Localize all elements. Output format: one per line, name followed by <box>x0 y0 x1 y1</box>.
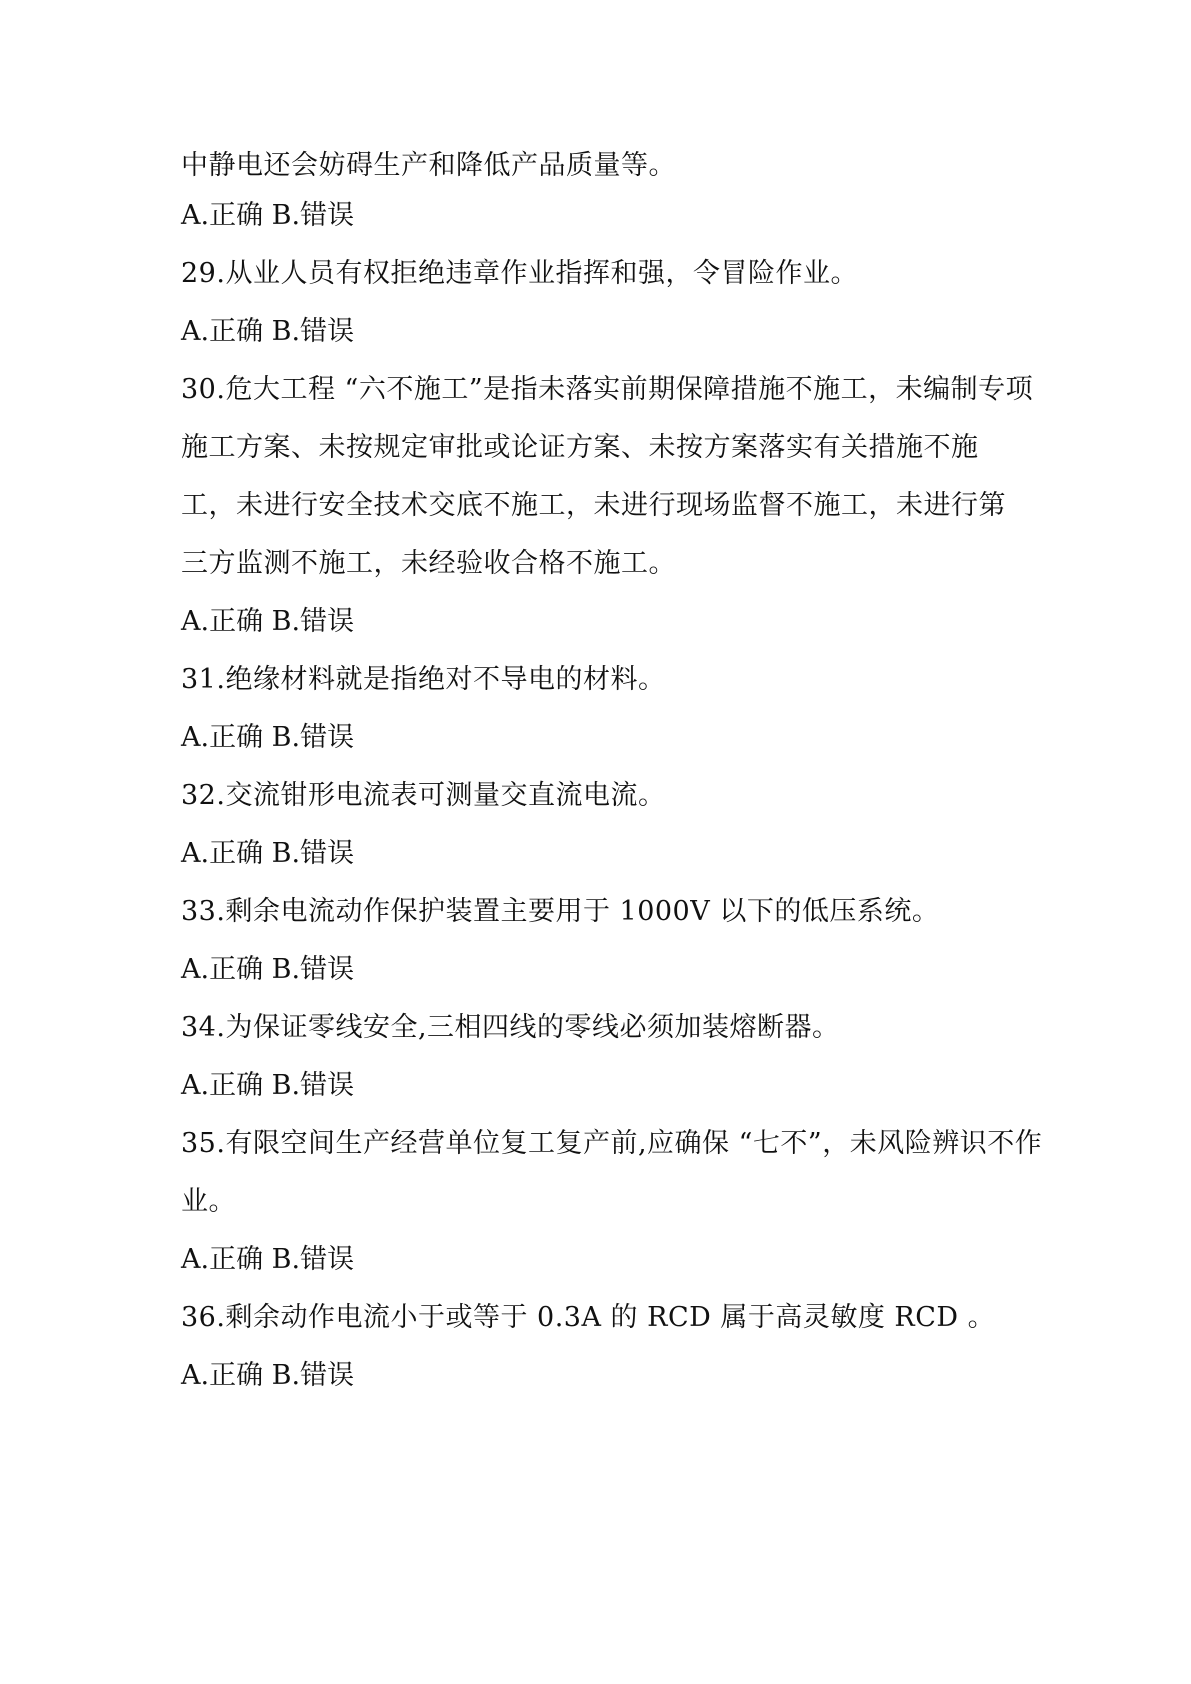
answer-options-29: A.正确 B.错误 <box>181 316 355 347</box>
question-33: 33.剩余电流动作保护装置主要用于 1000V 以下的低压系统。 <box>181 896 940 927</box>
answer-options-31: A.正确 B.错误 <box>181 722 355 753</box>
answer-options-33: A.正确 B.错误 <box>181 954 355 985</box>
question-30-line-1: 30.危大工程 “六不施工”是指未落实前期保障措施不施工，未编制专项 <box>181 374 1034 405</box>
question-30-line-2: 施工方案、未按规定审批或论证方案、未按方案落实有关措施不施 <box>181 432 979 463</box>
question-34: 34.为保证零线安全,三相四线的零线必须加装熔断器。 <box>181 1012 840 1043</box>
answer-options-32: A.正确 B.错误 <box>181 838 355 869</box>
answer-options-35: A.正确 B.错误 <box>181 1244 355 1275</box>
question-29: 29.从业人员有权拒绝违章作业指挥和强，令冒险作业。 <box>181 258 858 289</box>
question-28-continuation: 中静电还会妨碍生产和降低产品质量等。 <box>181 150 676 181</box>
answer-options-28: A.正确 B.错误 <box>181 200 355 231</box>
question-35-line-2: 业。 <box>181 1186 236 1217</box>
question-30-line-4: 三方监测不施工，未经验收合格不施工。 <box>181 548 676 579</box>
answer-options-30: A.正确 B.错误 <box>181 606 355 637</box>
question-30-line-3: 工，未进行安全技术交底不施工，未进行现场监督不施工，未进行第 <box>181 490 1006 521</box>
question-35-line-1: 35.有限空间生产经营单位复工复产前,应确保 “七不”，未风险辨识不作 <box>181 1128 1043 1159</box>
question-36: 36.剩余动作电流小于或等于 0.3A 的 RCD 属于高灵敏度 RCD 。 <box>181 1302 996 1333</box>
question-32: 32.交流钳形电流表可测量交直流电流。 <box>181 780 666 811</box>
question-31: 31.绝缘材料就是指绝对不导电的材料。 <box>181 664 666 695</box>
answer-options-36: A.正确 B.错误 <box>181 1360 355 1391</box>
answer-options-34: A.正确 B.错误 <box>181 1070 355 1101</box>
